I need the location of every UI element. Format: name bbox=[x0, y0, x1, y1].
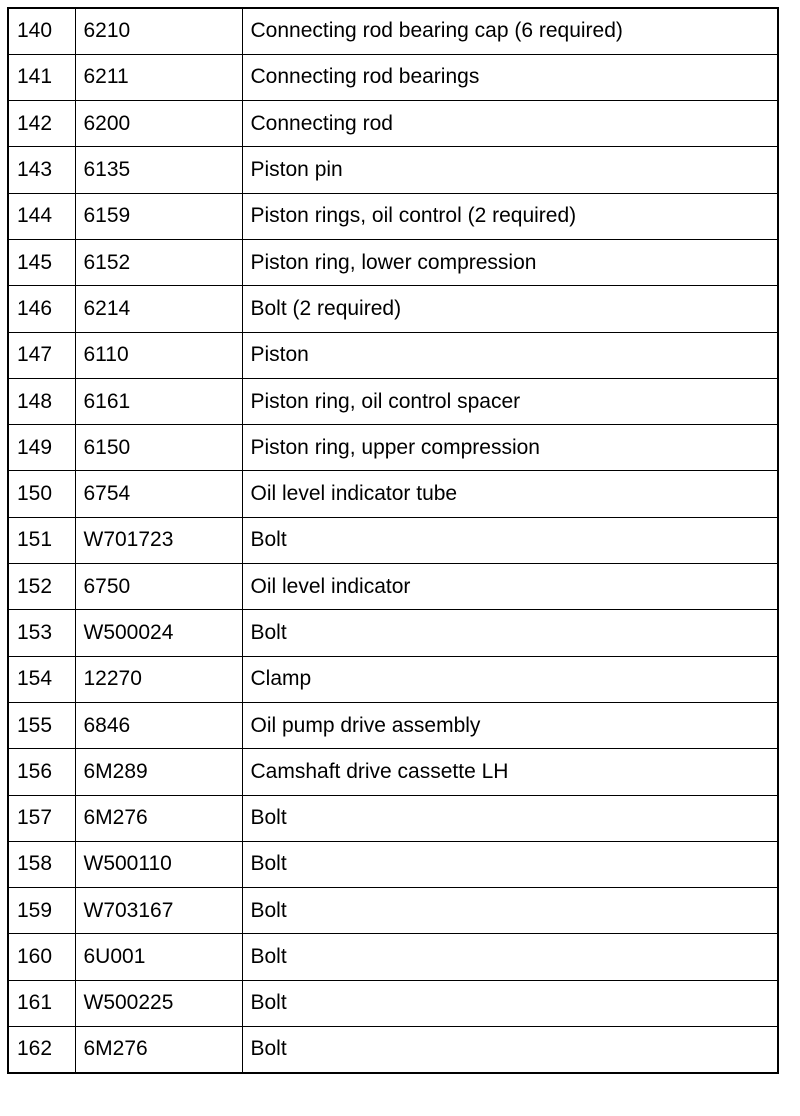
parts-table bbox=[7, 7, 779, 1074]
table-row bbox=[8, 193, 778, 239]
table-row bbox=[8, 239, 778, 285]
item-number-cell: 159 bbox=[8, 888, 75, 934]
part-number-cell: W701723 bbox=[75, 517, 242, 563]
part-number-cell: W500024 bbox=[75, 610, 242, 656]
item-number-cell: 140 bbox=[8, 8, 75, 54]
part-number-cell: 6135 bbox=[75, 147, 242, 193]
table-row bbox=[8, 934, 778, 980]
table-row bbox=[8, 841, 778, 887]
part-number-cell: 6M276 bbox=[75, 795, 242, 841]
table-row bbox=[8, 332, 778, 378]
item-number-cell: 152 bbox=[8, 564, 75, 610]
item-number-cell: 162 bbox=[8, 1027, 75, 1073]
description-cell: Bolt bbox=[242, 934, 778, 980]
item-number-cell: 149 bbox=[8, 425, 75, 471]
part-number-cell: W500225 bbox=[75, 980, 242, 1026]
description-cell: Connecting rod bearing cap (6 required) bbox=[242, 8, 778, 54]
part-number-cell: 6211 bbox=[75, 54, 242, 100]
part-number-cell: 12270 bbox=[75, 656, 242, 702]
part-number-cell: 6110 bbox=[75, 332, 242, 378]
item-number-cell: 143 bbox=[8, 147, 75, 193]
part-number-cell: 6152 bbox=[75, 239, 242, 285]
description-cell: Clamp bbox=[242, 656, 778, 702]
description-cell: Oil pump drive assembly bbox=[242, 702, 778, 748]
item-number-cell: 161 bbox=[8, 980, 75, 1026]
parts-table-body bbox=[8, 8, 778, 1073]
table-row bbox=[8, 517, 778, 563]
table-row bbox=[8, 471, 778, 517]
table-row bbox=[8, 101, 778, 147]
table-row bbox=[8, 378, 778, 424]
item-number-cell: 150 bbox=[8, 471, 75, 517]
description-cell: Piston ring, oil control spacer bbox=[242, 378, 778, 424]
part-number-cell: 6M289 bbox=[75, 749, 242, 795]
item-number-cell: 142 bbox=[8, 101, 75, 147]
description-cell: Camshaft drive cassette LH bbox=[242, 749, 778, 795]
table-row bbox=[8, 8, 778, 54]
item-number-cell: 146 bbox=[8, 286, 75, 332]
part-number-cell: 6210 bbox=[75, 8, 242, 54]
table-row bbox=[8, 795, 778, 841]
description-cell: Connecting rod bearings bbox=[242, 54, 778, 100]
item-number-cell: 145 bbox=[8, 239, 75, 285]
item-number-cell: 160 bbox=[8, 934, 75, 980]
part-number-cell: 6U001 bbox=[75, 934, 242, 980]
item-number-cell: 148 bbox=[8, 378, 75, 424]
item-number-cell: 154 bbox=[8, 656, 75, 702]
part-number-cell: 6161 bbox=[75, 378, 242, 424]
item-number-cell: 155 bbox=[8, 702, 75, 748]
description-cell: Bolt bbox=[242, 888, 778, 934]
table-row bbox=[8, 702, 778, 748]
description-cell: Oil level indicator tube bbox=[242, 471, 778, 517]
part-number-cell: 6750 bbox=[75, 564, 242, 610]
table-row bbox=[8, 888, 778, 934]
description-cell: Piston ring, upper compression bbox=[242, 425, 778, 471]
description-cell: Oil level indicator bbox=[242, 564, 778, 610]
description-cell: Piston pin bbox=[242, 147, 778, 193]
part-number-cell: 6214 bbox=[75, 286, 242, 332]
table-row bbox=[8, 749, 778, 795]
description-cell: Piston bbox=[242, 332, 778, 378]
part-number-cell: 6200 bbox=[75, 101, 242, 147]
table-row bbox=[8, 980, 778, 1026]
item-number-cell: 158 bbox=[8, 841, 75, 887]
table-row bbox=[8, 610, 778, 656]
table-row bbox=[8, 656, 778, 702]
description-cell: Piston rings, oil control (2 required) bbox=[242, 193, 778, 239]
part-number-cell: 6846 bbox=[75, 702, 242, 748]
part-number-cell: 6754 bbox=[75, 471, 242, 517]
table-row bbox=[8, 147, 778, 193]
description-cell: Bolt bbox=[242, 841, 778, 887]
table-row bbox=[8, 54, 778, 100]
item-number-cell: 151 bbox=[8, 517, 75, 563]
description-cell: Piston ring, lower compression bbox=[242, 239, 778, 285]
table-row bbox=[8, 1027, 778, 1073]
table-row bbox=[8, 286, 778, 332]
item-number-cell: 156 bbox=[8, 749, 75, 795]
item-number-cell: 147 bbox=[8, 332, 75, 378]
description-cell: Bolt bbox=[242, 517, 778, 563]
description-cell: Bolt bbox=[242, 795, 778, 841]
part-number-cell: 6159 bbox=[75, 193, 242, 239]
item-number-cell: 144 bbox=[8, 193, 75, 239]
part-number-cell: 6150 bbox=[75, 425, 242, 471]
description-cell: Bolt bbox=[242, 980, 778, 1026]
part-number-cell: W500110 bbox=[75, 841, 242, 887]
description-cell: Bolt bbox=[242, 610, 778, 656]
item-number-cell: 157 bbox=[8, 795, 75, 841]
table-row bbox=[8, 425, 778, 471]
item-number-cell: 141 bbox=[8, 54, 75, 100]
table-row bbox=[8, 564, 778, 610]
description-cell: Bolt (2 required) bbox=[242, 286, 778, 332]
description-cell: Bolt bbox=[242, 1027, 778, 1073]
item-number-cell: 153 bbox=[8, 610, 75, 656]
part-number-cell: 6M276 bbox=[75, 1027, 242, 1073]
description-cell: Connecting rod bbox=[242, 101, 778, 147]
part-number-cell: W703167 bbox=[75, 888, 242, 934]
